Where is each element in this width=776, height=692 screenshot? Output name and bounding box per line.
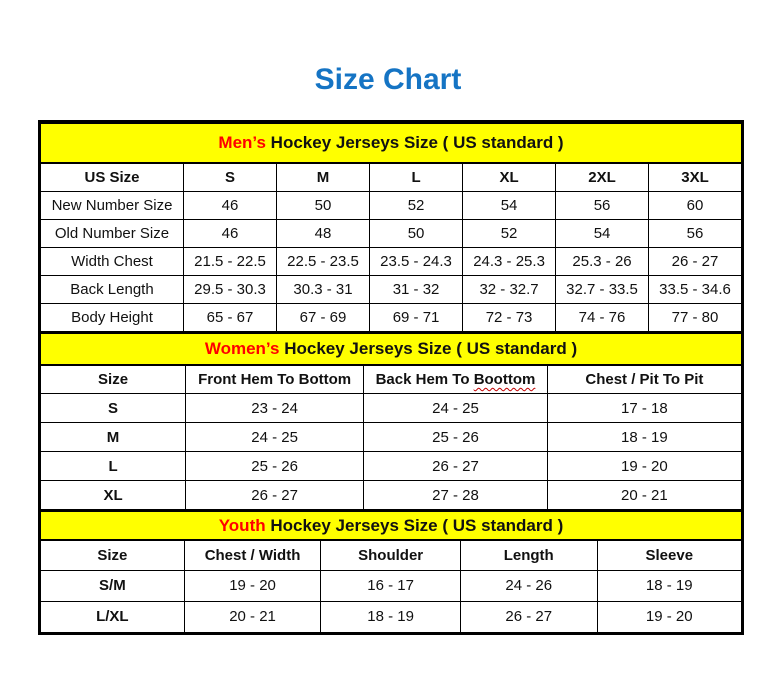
column-header-cell: 2XL bbox=[556, 163, 649, 191]
size-value-cell: 54 bbox=[463, 191, 556, 219]
column-header-cell bbox=[364, 365, 548, 394]
size-value-cell: 19 - 20 bbox=[547, 452, 741, 481]
size-value-cell: 18 - 19 bbox=[547, 423, 741, 452]
row-label-cell: New Number Size bbox=[41, 191, 184, 219]
size-value-cell: 48 bbox=[277, 219, 370, 247]
size-value-cell: 56 bbox=[556, 191, 649, 219]
mens-section-header-row bbox=[41, 123, 742, 163]
mens-heading-accent: Men’s bbox=[218, 133, 266, 152]
size-value-cell: 30.3 - 31 bbox=[277, 275, 370, 303]
table-row bbox=[41, 481, 742, 510]
size-value-cell: 69 - 71 bbox=[370, 303, 463, 331]
size-value-cell: 50 bbox=[370, 219, 463, 247]
mens-section-header bbox=[41, 123, 742, 163]
row-label-cell: L bbox=[41, 452, 186, 481]
table-row bbox=[41, 570, 742, 601]
table-row bbox=[41, 423, 742, 452]
row-label-cell: XL bbox=[41, 481, 186, 510]
size-value-cell: 52 bbox=[463, 219, 556, 247]
back-hem-misspelled-word: Boottom bbox=[473, 370, 536, 388]
womens-size-table bbox=[40, 332, 742, 511]
table-row bbox=[41, 219, 742, 247]
column-header-cell: US Size bbox=[41, 163, 184, 191]
size-value-cell: 20 - 21 bbox=[547, 481, 741, 510]
table-row bbox=[41, 275, 742, 303]
size-value-cell: 24 - 25 bbox=[186, 423, 364, 452]
size-value-cell: 60 bbox=[649, 191, 742, 219]
column-header-cell: Front Hem To Bottom bbox=[186, 365, 364, 394]
row-label-cell: Width Chest bbox=[41, 247, 184, 275]
size-value-cell: 77 - 80 bbox=[649, 303, 742, 331]
column-header-cell: M bbox=[277, 163, 370, 191]
size-value-cell: 74 - 76 bbox=[556, 303, 649, 331]
size-value-cell: 26 - 27 bbox=[460, 601, 597, 632]
size-value-cell: 16 - 17 bbox=[321, 570, 460, 601]
row-label-cell: Old Number Size bbox=[41, 219, 184, 247]
column-header-cell: Shoulder bbox=[321, 540, 460, 570]
size-value-cell: 20 - 21 bbox=[184, 601, 321, 632]
mens-size-table bbox=[40, 122, 742, 332]
column-header-cell: XL bbox=[463, 163, 556, 191]
youth-section-header bbox=[41, 511, 742, 540]
page-title: Size Chart bbox=[314, 63, 462, 96]
row-label-cell: M bbox=[41, 423, 186, 452]
column-header-cell: Chest / Pit To Pit bbox=[547, 365, 741, 394]
back-hem-label-prefix: Back Hem To bbox=[375, 370, 474, 388]
womens-section-header-row bbox=[41, 333, 742, 365]
size-value-cell: 17 - 18 bbox=[547, 394, 741, 423]
womens-heading-rest: Hockey Jerseys Size ( US standard ) bbox=[279, 338, 578, 358]
size-value-cell: 46 bbox=[184, 219, 277, 247]
womens-section-header bbox=[41, 333, 742, 365]
size-value-cell: 24 - 26 bbox=[460, 570, 597, 601]
column-header-cell: L bbox=[370, 163, 463, 191]
size-value-cell: 52 bbox=[370, 191, 463, 219]
table-row bbox=[41, 247, 742, 275]
womens-column-header-row bbox=[41, 365, 742, 394]
size-value-cell: 24 - 25 bbox=[364, 394, 548, 423]
column-header-cell: Length bbox=[460, 540, 597, 570]
mens-column-header-row bbox=[41, 163, 742, 191]
size-value-cell: 27 - 28 bbox=[364, 481, 548, 510]
youth-column-header-row bbox=[41, 540, 742, 570]
table-row bbox=[41, 452, 742, 481]
size-value-cell: 33.5 - 34.6 bbox=[649, 275, 742, 303]
youth-size-table bbox=[40, 510, 742, 633]
youth-section-header-row bbox=[41, 511, 742, 540]
size-value-cell: 26 - 27 bbox=[649, 247, 742, 275]
size-value-cell: 72 - 73 bbox=[463, 303, 556, 331]
size-value-cell: 25 - 26 bbox=[186, 452, 364, 481]
size-value-cell: 46 bbox=[184, 191, 277, 219]
size-value-cell: 25 - 26 bbox=[364, 423, 548, 452]
table-row bbox=[41, 303, 742, 331]
size-value-cell: 19 - 20 bbox=[184, 570, 321, 601]
size-value-cell: 19 - 20 bbox=[597, 601, 741, 632]
womens-heading-accent: Women’s bbox=[204, 338, 280, 358]
youth-heading-accent: Youth bbox=[218, 515, 266, 535]
size-value-cell: 32.7 - 33.5 bbox=[556, 275, 649, 303]
column-header-cell: Size bbox=[41, 540, 185, 570]
size-value-cell: 18 - 19 bbox=[321, 601, 460, 632]
size-value-cell: 22.5 - 23.5 bbox=[277, 247, 370, 275]
size-value-cell: 24.3 - 25.3 bbox=[463, 247, 556, 275]
column-header-cell: S bbox=[184, 163, 277, 191]
table-row bbox=[41, 191, 742, 219]
size-value-cell: 31 - 32 bbox=[370, 275, 463, 303]
column-header-cell: Chest / Width bbox=[184, 540, 321, 570]
row-label-cell: S/M bbox=[41, 570, 185, 601]
youth-heading-rest: Hockey Jerseys Size ( US standard ) bbox=[265, 515, 564, 535]
table-row bbox=[41, 394, 742, 423]
size-value-cell: 26 - 27 bbox=[364, 452, 548, 481]
row-label-cell: L/XL bbox=[41, 601, 185, 632]
size-chart-container bbox=[38, 120, 744, 635]
size-value-cell: 65 - 67 bbox=[184, 303, 277, 331]
table-row bbox=[41, 601, 742, 632]
size-value-cell: 21.5 - 22.5 bbox=[184, 247, 277, 275]
size-value-cell: 67 - 69 bbox=[277, 303, 370, 331]
size-value-cell: 32 - 32.7 bbox=[463, 275, 556, 303]
size-value-cell: 26 - 27 bbox=[186, 481, 364, 510]
size-value-cell: 54 bbox=[556, 219, 649, 247]
size-value-cell: 56 bbox=[649, 219, 742, 247]
row-label-cell: Back Length bbox=[41, 275, 184, 303]
size-value-cell: 23.5 - 24.3 bbox=[370, 247, 463, 275]
size-value-cell: 50 bbox=[277, 191, 370, 219]
column-header-cell: 3XL bbox=[649, 163, 742, 191]
size-value-cell: 25.3 - 26 bbox=[556, 247, 649, 275]
size-value-cell: 23 - 24 bbox=[186, 394, 364, 423]
mens-heading-rest: Hockey Jerseys Size ( US standard ) bbox=[265, 133, 564, 152]
size-value-cell: 18 - 19 bbox=[597, 570, 741, 601]
column-header-cell: Size bbox=[41, 365, 186, 394]
row-label-cell: Body Height bbox=[41, 303, 184, 331]
size-value-cell: 29.5 - 30.3 bbox=[184, 275, 277, 303]
row-label-cell: S bbox=[41, 394, 186, 423]
column-header-cell: Sleeve bbox=[597, 540, 741, 570]
